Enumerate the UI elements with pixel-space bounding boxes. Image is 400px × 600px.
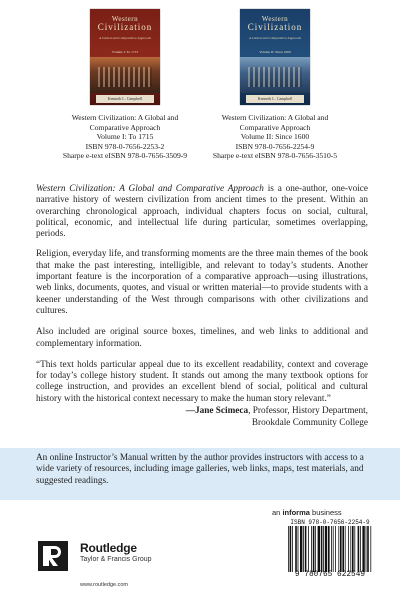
cover-title [240,15,310,31]
cover-title [90,15,160,31]
book-title-line: Comparative Approach [239,122,311,132]
cover-subtitle: A Global and Comparative Approach [98,36,152,40]
informa-tagline [272,508,342,517]
quote-author-title: , Professor, History Department, [248,406,368,417]
cover-title-line1: Western [261,15,289,23]
book-eisbn: Sharpe e-text eISBN 978-0-7656-3509-9 [62,151,188,161]
cover-title-line2: Civilization [247,22,303,32]
cover-artwork [90,57,160,93]
book-info [195,113,355,161]
book-volume-2 [195,0,355,161]
instructor-manual-text: An online Instructor’s Manual written by the author provides instructors with access to a wide variety of resources, including image galleries, web links, maps, test materials, and suggested readings. [36,453,364,486]
book-description [36,184,368,429]
quote-author-name: —Jane Scimeca [185,406,249,417]
intro-paragraph [36,184,368,240]
routledge-logo-icon [36,540,76,574]
cover-volume: Volume I: To 1715 [111,50,139,54]
publisher-url[interactable]: www.routledge.com [80,582,128,588]
cover-artwork [240,57,310,93]
instructor-manual-box [0,448,400,500]
book-isbn: ISBN 978-0-7656-2254-9 [235,141,315,151]
book-cover-image [240,9,310,105]
intro-text: is a one-author, one-voice narrative history of western civilization from ancient times to the present. Within an overarching chronological approach, individual chapters focus on social, cultural, political, economic, and intellectual life during particular, sometimes overlapping, periods. [36,184,368,240]
book-info [45,113,205,161]
features-paragraph: Also included are original source boxes, timelines, and web links to additional and complementary information. [36,327,368,349]
book-volume-line: Volume II: Since 1600 [240,132,310,142]
cover-title-line2: Civilization [97,22,153,32]
cover-subtitle: A Global and Comparative Approach [248,36,302,40]
book-cover-image [90,9,160,105]
cover-author: Kenneth L. Campbell [246,95,304,103]
cover-volume: Volume II: Since 1600 [259,50,291,54]
book-volume-1 [45,0,205,161]
isbn-barcode [286,526,374,572]
publisher-group: Taylor & Francis Group [80,556,152,563]
publisher-name: Routledge [80,541,137,555]
informa-prefix: an [272,508,283,517]
book-title-line: Western Civilization: A Global and [71,113,179,122]
barcode-isbn-text: ISBN 978-0-7656-2254-9 [290,519,370,526]
book-title-line: Western Civilization: A Global and [221,113,329,122]
informa-suffix: business [309,508,342,517]
book-eisbn: Sharpe e-text eISBN 978-0-7656-3510-5 [212,151,338,161]
book-isbn: ISBN 978-0-7656-2253-2 [85,141,165,151]
quote-attribution [36,406,368,429]
cover-author: Kenneth L. Campbell [96,95,154,103]
informa-brand: informa [282,508,310,517]
book-volume-line: Volume I: To 1715 [96,132,154,142]
intro-book-title: Western Civilization: A Global and Comparative Approach [36,184,264,194]
book-title-line: Comparative Approach [89,122,161,132]
endorsement-quote [36,360,368,429]
barcode-number: 9 780765 622549 [294,571,366,579]
quote-text: “This text holds particular appeal due to its excellent readability, context and coverage for today’s college history student. It stands out among the many textbook options for college instruction, and provides an excellent blend of social, political and cultural history with the historical context necessary to make the human story relevant.” [36,359,368,404]
themes-paragraph: Religion, everyday life, and transforming moments are the three main themes of the book that make the past interesting, intelligible, and relevant to today’s students. Another important feature is the incorporation of a comparative approach—using illustrations, web links, documents, quotes, and visual or written material—to provide students with a keener understanding of the West through comparisons with other civilizations and cultures. [36,249,368,316]
barcode-block [286,519,374,579]
cover-title-line1: Western [111,15,139,23]
quote-author-org: Brookdale Community College [251,417,368,428]
book-covers-section [0,0,400,170]
